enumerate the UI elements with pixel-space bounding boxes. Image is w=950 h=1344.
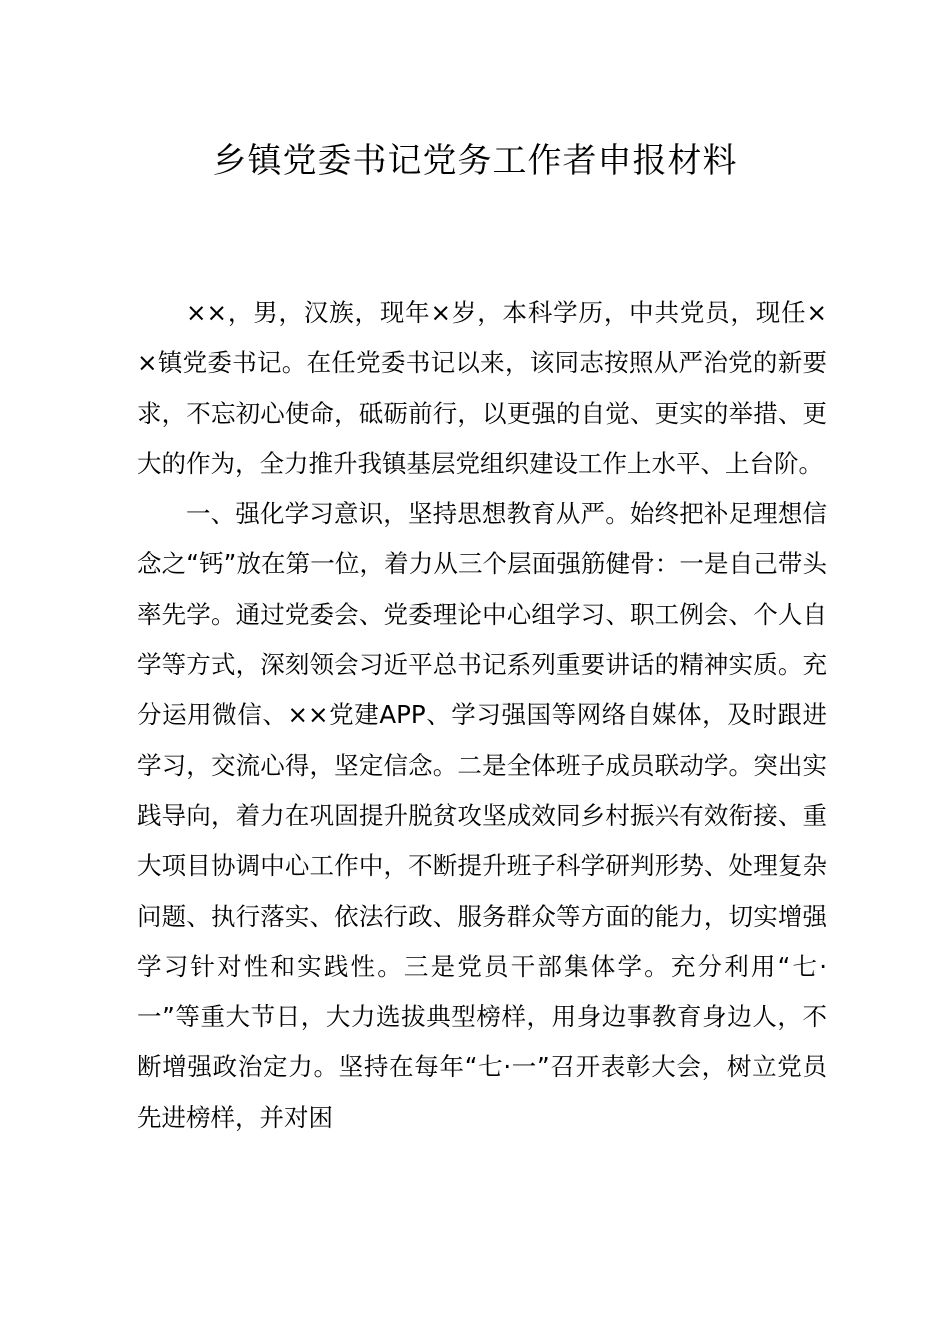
document-title: 乡镇党委书记党务工作者申报材料 [212,141,738,181]
paragraph-section-one: 一、强化学习意识，坚持思想教育从严。始终把补足理想信念之“钙”放在第一位，着力从三个层面强筋健骨：一是自己带头率先学。通过党委会、党委理论中心组学习、职工例会、个人自学等方式，深刻领会习近平总书记系列重要讲话的精神实质。充分运用微信、××党建APP、学习强国等网络自媒体，及时跟进学习，交流心得，坚定信念。二是全体班子成员联动学。突出实践导向，着力在巩固提升脱贫攻坚成效同乡村振兴有效衔接、重大项目协调中心工作中，不断提升班子科学研判形势、处理复杂问题、执行落实、依法行政、服务群众等方面的能力，切实增强学习针对性和实践性。三是党员干部集体学。充分利用“七·一”等重大节日，大力选拔典型榜样，用身边事教育身边人，不断增强政治定力。坚持在每年“七·一”召开表彰大会，树立党员先进榜样，并对困 [137,499,827,1132]
document-body [137,288,827,1143]
paragraph-intro: ××，男，汉族，现年×岁，本科学历，中共党员，现任××镇党委书记。在任党委书记以来，该同志按照从严治党的新要求，不忘初心使命，砥砺前行，以更强的自觉、更实的举措、更大的作为，全力推升我镇基层党组织建设工作上水平、上台阶。 [137,298,827,478]
